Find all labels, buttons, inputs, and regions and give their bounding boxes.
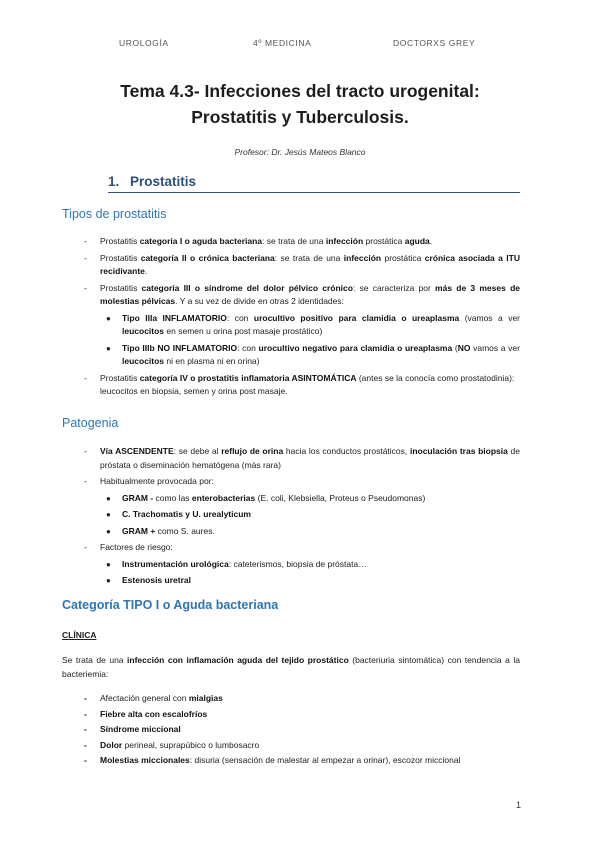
section-heading-prostatitis — [108, 174, 520, 193]
list-subitem: ● C. Trachomatis y U. urealyticum — [100, 508, 520, 522]
list-item: - Prostatitis categoría I o aguda bacteriana: se trata de una infección prostática aguda. — [84, 236, 433, 246]
title-line-1: Tema 4.3- Infecciones del tracto urogenital: — [120, 81, 480, 101]
list-item: - Fiebre alta con escalofríos — [84, 708, 208, 719]
title-line-2: Prostatitis y Tuberculosis. — [191, 107, 409, 127]
list-item: - Afectación general con mialgias — [84, 693, 223, 703]
header-course: 4º MEDICINA — [253, 38, 312, 48]
list-item: - Dolor perineal, suprapúbico o lumbosacro — [84, 739, 260, 750]
bullet-icon: ● — [106, 493, 111, 503]
list-subitem: ● GRAM - como las enterobacterias (E. coli, Klebsiella, Proteus o Pseudomonas) — [100, 492, 520, 506]
list-item: - Síndrome miccional — [84, 724, 181, 734]
bullet-icon: ● — [106, 313, 111, 323]
list-item: - Prostatitis categoría II o crónica bacteriana: se trata de una infección prostática crónica asociada a ITU recidivante. — [84, 252, 520, 276]
clinica-list — [84, 692, 520, 770]
list-item: - Molestias miccionales: disuria (sensación de malestar al empezar a orinar), escozor miccional — [84, 755, 461, 765]
bullet-icon: ● — [106, 559, 111, 569]
bullet-icon: ● — [106, 576, 111, 585]
list-item: - Factores de riesgo: — [84, 542, 173, 552]
header-subject: UROLOGÍA — [119, 38, 169, 48]
heading-tipos: Tipos de prostatitis — [62, 207, 167, 221]
header-author: DOCTORXS GREY — [393, 38, 476, 48]
section-number: 1. — [108, 174, 120, 189]
patogenia-list — [84, 445, 520, 591]
tipos-list — [84, 235, 520, 402]
heading-patogenia: Patogenia — [62, 416, 119, 430]
section-label: Prostatitis — [130, 174, 197, 189]
list-subitem: ● GRAM + como S. aures. — [100, 525, 520, 539]
paragraph-clinica: Se trata de una infección con inflamación aguda del tejido prostático (bacteriuria sintomática) con tendencia a la bacteriemia: — [62, 655, 521, 679]
list-item: - Prostatitis categoría III o síndrome del dolor pélvico crónico: se caracteriza por más de 3 meses de molestias pélvicas. Y a su vez de divide en otras 2 identidades: — [84, 282, 520, 306]
bullet-icon: ● — [106, 526, 111, 536]
list-item: - Habitualmente provocada por: — [84, 476, 214, 486]
page-number: 1 — [516, 800, 522, 810]
list-item: - Vía ASCENDENTE: se debe al reflujo de orina hacia los conductos prostáticos, inoculación tras biopsia de próstata o diseminación hematógena (más rara) — [84, 446, 520, 470]
list-subitem: ● Estenosis uretral — [100, 574, 520, 588]
page-header — [0, 38, 600, 52]
heading-categoria-tipo-1: Categoría TIPO I o Aguda bacteriana — [62, 598, 279, 612]
list-subitem: ● Tipo IIIb NO INFLAMATORIO: con urocultivo negativo para clamidia o ureaplasma (NO vamos a ver leucocitos ni en plasma ni en orina) — [106, 342, 520, 366]
bullet-icon: ● — [106, 343, 111, 353]
list-subitem: ● Instrumentación urológica: cateterismos, biopsia de próstata… — [100, 558, 520, 572]
professor-line: Profesor: Dr. Jesús Mateos Blanco — [234, 147, 366, 157]
subheading-clinica: CLÍNICA — [62, 630, 97, 640]
bullet-icon: ● — [106, 510, 111, 519]
document-title — [60, 78, 540, 130]
list-subitem: ● Tipo IIIa INFLAMATORIO: con urocultivo positivo para clamidia o ureaplasma (vamos a ver leucocitos en semen u orina post masaje prostático) — [106, 312, 520, 336]
list-item: - Prostatitis categoría IV o prostatitis inflamatoria ASINTOMÁTICA (antes se la conocía como prostatodinia): leucocitos en biopsia, semen y orina post masaje. — [84, 372, 515, 396]
